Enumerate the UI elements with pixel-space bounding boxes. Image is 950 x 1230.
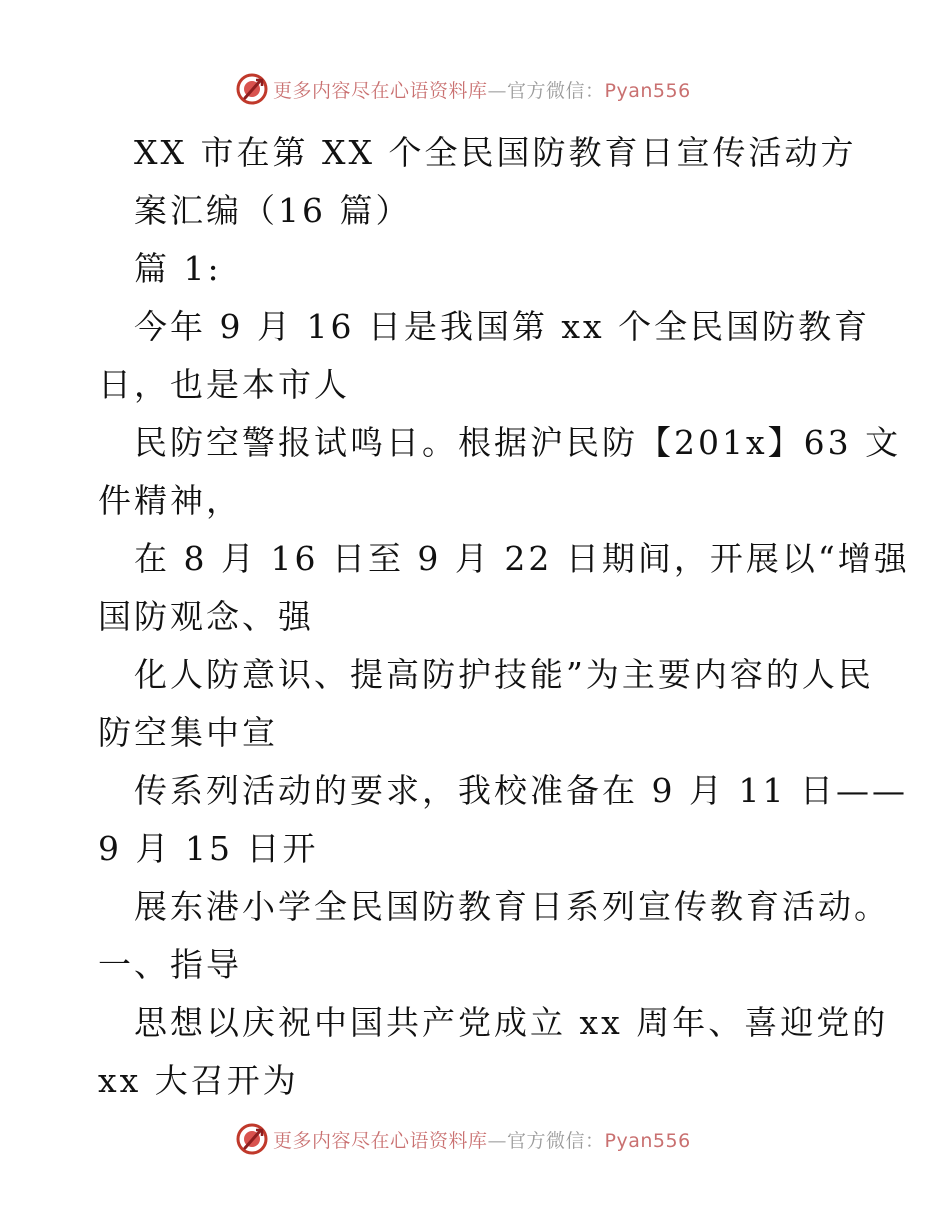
watermark-text bbox=[273, 1126, 691, 1153]
paragraph-line: 国防观念、强 bbox=[98, 597, 314, 636]
watermark-handle: Pyan556 bbox=[604, 79, 691, 102]
paragraph-line: 民防空警报试鸣日。根据沪民防【201x】63 文 bbox=[134, 423, 902, 462]
watermark-label: 官方微信： bbox=[507, 1129, 605, 1152]
paragraph-line: 一、指导 bbox=[98, 945, 242, 984]
paragraph-line: xx 大召开为 bbox=[98, 1061, 299, 1100]
paragraph-line: 案汇编（16 篇） bbox=[134, 191, 412, 230]
paragraph-line: 在 8 月 16 日至 9 月 22 日期间，开展以“增强 bbox=[134, 539, 910, 578]
watermark-label: 官方微信： bbox=[507, 79, 605, 102]
paragraph-line: 今年 9 月 16 日是我国第 xx 个全民国防教育 bbox=[134, 307, 871, 346]
paragraph-line: 篇 1: bbox=[134, 249, 222, 288]
paragraph-line: XX 市在第 XX 个全民国防教育日宣传活动方 bbox=[134, 133, 857, 172]
red-badge-logo-icon bbox=[235, 72, 269, 106]
red-badge-logo-icon bbox=[235, 1122, 269, 1156]
paragraph-line: 化人防意识、提高防护技能”为主要内容的人民 bbox=[134, 655, 874, 694]
watermark-text bbox=[273, 76, 691, 103]
paragraph-line: 件精神， bbox=[98, 481, 242, 520]
paragraph-line: 思想以庆祝中国共产党成立 xx 周年、喜迎党的 bbox=[134, 1003, 889, 1042]
watermark-handle: Pyan556 bbox=[604, 1129, 691, 1152]
watermark-main: 更多内容尽在心语资料库 bbox=[273, 79, 488, 102]
watermark-main: 更多内容尽在心语资料库 bbox=[273, 1129, 488, 1152]
watermark-separator: — bbox=[487, 1129, 508, 1152]
paragraph-line: 日，也是本市人 bbox=[98, 365, 350, 404]
paragraph-line: 防空集中宣 bbox=[98, 713, 278, 752]
paragraph-line: 9 月 15 日开 bbox=[98, 829, 319, 868]
watermark-separator: — bbox=[487, 79, 508, 102]
paragraph-line: 展东港小学全民国防教育日系列宣传教育活动。 bbox=[134, 887, 890, 926]
footer-watermark bbox=[235, 1122, 691, 1156]
header-watermark bbox=[235, 72, 691, 106]
paragraph-line: 传系列活动的要求，我校准备在 9 月 11 日—— bbox=[134, 771, 908, 810]
document-body bbox=[98, 124, 910, 1110]
